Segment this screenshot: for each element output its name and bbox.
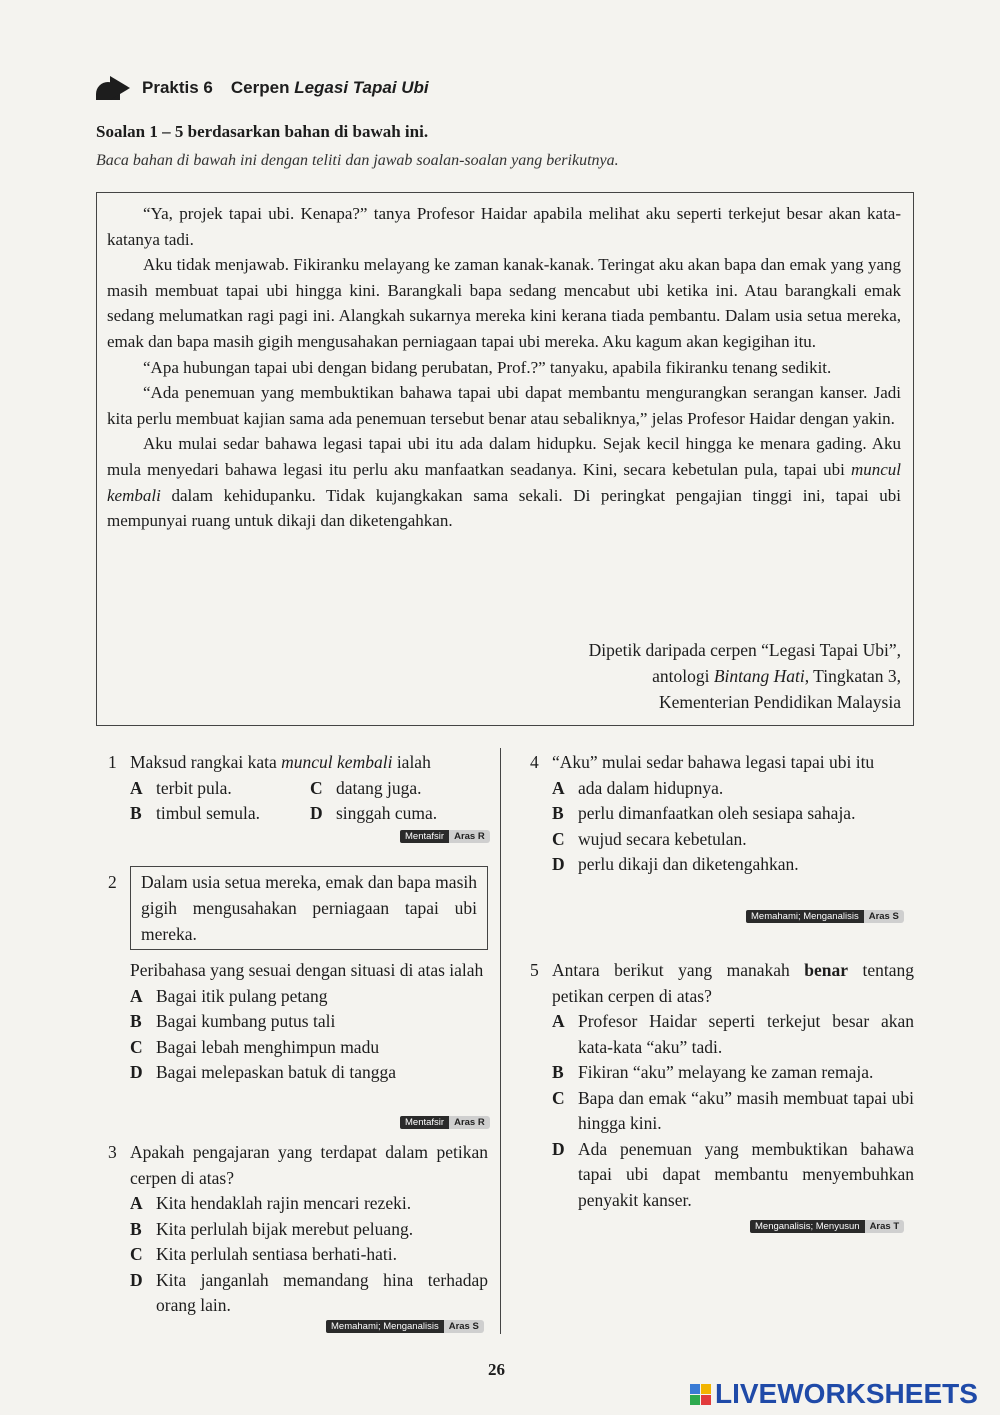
q1-option-a[interactable]: A terbit pula. [130, 777, 232, 798]
q4-option-d[interactable]: D perlu dikaji dan diketengahkan. [552, 854, 799, 874]
q3-option-c[interactable]: C Kita perlulah sentiasa berhati-hati. [130, 1244, 398, 1264]
q1-option-b[interactable]: B timbul semula. [130, 803, 261, 823]
q2-level-tag: Mentafsir Aras R [400, 1116, 490, 1129]
source-citation: Dipetik daripada cerpen “Legasi Tapai Ubi”, antologi Bintang Hati, Tingkatan 3, Kementerian Pendidikan Malaysia [588, 640, 901, 712]
passage-paragraph-2: Aku tidak menjawab. Fikiranku melayang ke zaman kanak-kanak. Teringat aku akan bapa dan emak yang yang masih membuat tapai ubi hingga kini. Barangkali bapa sedang mencabut ubi ketika ini. Atau barangkali emak sedang melumatkan ragi pagi ini. Alangkah sukarnya mereka kini kerana tiada pembantu. Dalam usia setua mereka, emak dan bapa masih gigih mengusahakan perniagaan tapai ubi mereka. Aku kagum akan kegigihan itu. [107, 255, 901, 351]
q4-level-tag: Memahami; Menganalisis Aras S [746, 910, 904, 923]
passage-paragraph-4: “Ada penemuan yang membuktikan bahawa tapai ubi dapat membantu mengurangkan serangan kanser. Jadi kita perlu membuat kajian sama ada penemuan tersebut benar atau sebaliknya,” jelas Profesor Haidar dengan yakin. [107, 383, 901, 428]
section-header [96, 76, 429, 100]
q1-option-c[interactable]: C datang juga. [310, 777, 422, 798]
q5-level-tag: Menganalisis; Menyusun Aras T [750, 1220, 904, 1233]
q5-option-b[interactable]: B Fikiran “aku” melayang ke zaman remaja. [552, 1062, 874, 1082]
question-5: 5 Antara berikut yang manakah benar tentang petikan cerpen di atas? A Profesor Haidar seperti terkejut besar akan kata-kata “aku” tadi. B Fikiran “aku” melayang ke zaman remaja. C Bapa dan emak “aku” masih membuat tapai ubi hingga kini. D Ada penemuan yang membuktikan bahawa tapai ubi dapat membantu menyembuhkan penyakit kanser. [530, 958, 914, 1213]
q3-option-a[interactable]: A Kita hendaklah rajin mencari rezeki. [130, 1193, 412, 1213]
arrow-logo-icon [96, 76, 132, 100]
q3-option-b[interactable]: B Kita perlulah bijak merebut peluang. [130, 1218, 414, 1239]
q3-level-tag: Memahami; Menganalisis Aras S [326, 1320, 484, 1333]
q5-option-d[interactable]: D Ada penemuan yang membuktikan bahawa tapai ubi dapat membantu menyembuhkan penyakit kanser. [552, 1138, 914, 1210]
passage-paragraph-3: “Apa hubungan tapai ubi dengan bidang perubatan, Prof.?” tanyaku, apabila fikiranku tenang sedikit. [143, 357, 832, 377]
question-1: 1 Maksud rangkai kata muncul kembali ialah A terbit pula. C datang juga. B timbul semula. D singgah cuma. [108, 750, 488, 827]
q4-option-c[interactable]: C wujud secara kebetulan. [552, 828, 747, 849]
q4-option-b[interactable]: B perlu dimanfaatkan oleh sesiapa sahaja. [552, 803, 856, 823]
page-number: 26 [488, 1360, 505, 1379]
section-title: Cerpen Legasi Tapai Ubi [230, 78, 429, 97]
question-2: 2 Dalam usia setua mereka, emak dan bapa masih gigih mengusahakan perniagaan tapai ubi mereka. Peribahasa yang sesuai dengan situasi di atas ialah A Bagai itik pulang petang B Bagai kumbang putus tali C Bagai lebah menghimpun madu D Bagai melepaskan batuk di tangga [108, 866, 488, 1086]
q2-option-b[interactable]: B Bagai kumbang putus tali [130, 1011, 336, 1031]
q5-option-c[interactable]: C Bapa dan emak “aku” masih membuat tapai ubi hingga kini. [552, 1087, 914, 1133]
liveworksheets-watermark[interactable] [690, 1378, 978, 1410]
passage-box [96, 192, 914, 726]
q3-option-d[interactable]: D Kita janganlah memandang hina terhadap orang lain. [130, 1269, 488, 1315]
instruction-text: Baca bahan di bawah ini dengan teliti dan jawab soalan-soalan yang berikutnya. [96, 152, 619, 169]
passage-paragraph-5: Aku mulai sedar bahawa legasi tapai ubi itu ada dalam hidupku. Sejak kecil hingga ke menara gading. Aku mula menyedari bahawa legasi itu perlu aku manfaatkan seadanya. Kini, secara kebetulan pula, tapai ubi muncul kembali dalam kehidupanku. Tidak kujangkakan sama sekali. Di peringkat pengajian tinggi ini, tapai ubi mempunyai ruang untuk dikaji dan diketengahkan. [107, 434, 901, 531]
q2-option-a[interactable]: A Bagai itik pulang petang [130, 985, 328, 1006]
question-4: 4 “Aku” mulai sedar bahawa legasi tapai ubi itu A ada dalam hidupnya. B perlu dimanfaatkan oleh sesiapa sahaja. C wujud secara kebetulan. D perlu dikaji dan diketengahkan. [530, 750, 914, 878]
column-divider [500, 748, 501, 1334]
q1-option-d[interactable]: D singgah cuma. [310, 803, 438, 823]
q2-quote-box: Dalam usia setua mereka, emak dan bapa masih gigih mengusahakan perniagaan tapai ubi mereka. [130, 866, 488, 950]
question-3: 3 Apakah pengajaran yang terdapat dalam petikan cerpen di atas? A Kita hendaklah rajin mencari rezeki. B Kita perlulah bijak merebut peluang. C Kita perlulah sentiasa berhati-hati. D Kita janganlah memandang hina terhadap orang lain. [108, 1140, 488, 1319]
praktis-label: Praktis 6 [142, 78, 213, 97]
q2-option-d[interactable]: D Bagai melepaskan batuk di tangga [130, 1062, 397, 1082]
q5-option-a[interactable]: A Profesor Haidar seperti terkejut besar akan kata-kata “aku” tadi. [552, 1011, 914, 1057]
liveworksheets-text: LIVEWORKSHEETS [715, 1378, 978, 1409]
q1-level-tag: Mentafsir Aras R [400, 830, 490, 843]
q2-option-c[interactable]: C Bagai lebah menghimpun madu [130, 1036, 380, 1057]
liveworksheets-logo-icon [690, 1384, 711, 1405]
soalan-heading: Soalan 1 – 5 berdasarkan bahan di bawah ini. [96, 122, 429, 141]
q4-option-a[interactable]: A ada dalam hidupnya. [552, 777, 724, 798]
passage-paragraph-1: “Ya, projek tapai ubi. Kenapa?” tanya Profesor Haidar apabila melihat aku seperti terkejut besar akan kata-katanya tadi. [107, 204, 901, 249]
